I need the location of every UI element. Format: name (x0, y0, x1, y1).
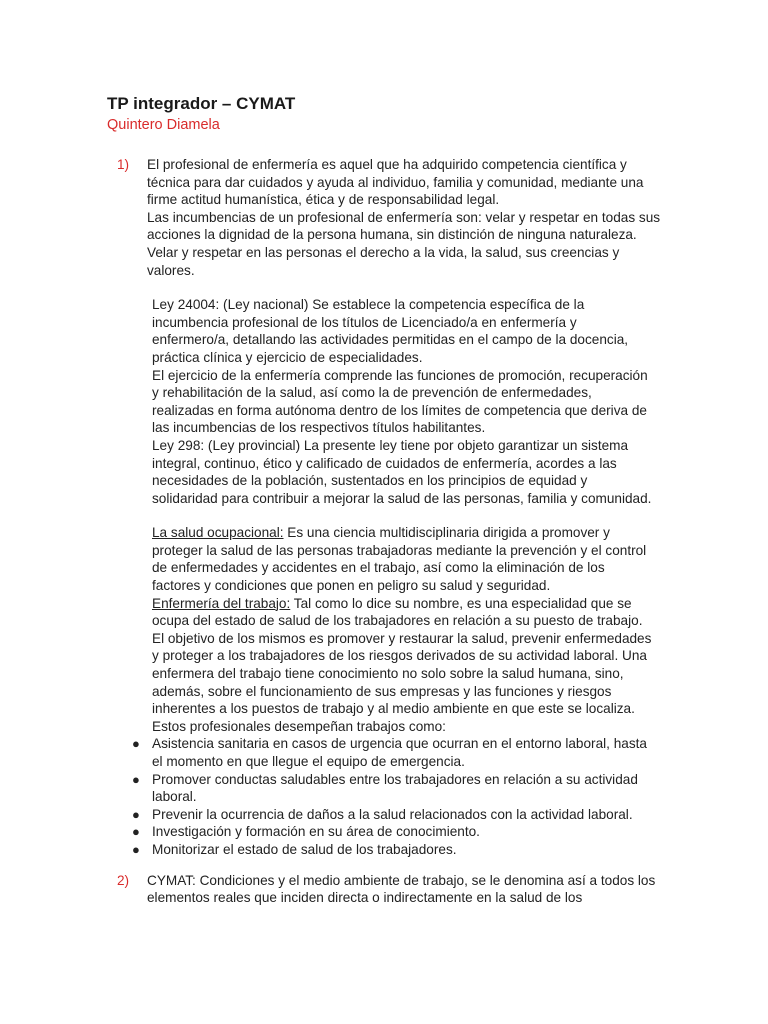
term-definition: Tal como lo dice su nombre, es una especialidad que se (290, 595, 632, 611)
document-title: TP integrador – CYMAT (107, 94, 296, 113)
paragraph-line: realizadas en forma autónoma dentro de los límites de competencia que deriva de (152, 402, 647, 418)
spacer (107, 507, 668, 524)
term-salud-ocupacional: La salud ocupacional: (152, 525, 284, 541)
section-2-number: 2) (117, 872, 130, 888)
paragraph-line: necesidades de la población, sustentados en los principios de equidad y (152, 473, 588, 489)
bullet-icon: ● (132, 736, 140, 752)
bullet-icon: ● (132, 824, 140, 840)
section-1-intro (147, 156, 668, 279)
laws-block (152, 296, 668, 507)
spacer (107, 279, 668, 296)
paragraph-line: proteger la salud de las personas trabajadoras mediante la prevención y el control (152, 542, 647, 558)
list-item-line: Monitorizar el estado de salud de los trabajadores. (152, 841, 457, 857)
occupational-block (152, 524, 668, 735)
list-item-line: Promover conductas saludables entre los trabajadores en relación a su actividad (152, 771, 638, 787)
paragraph-line: Ley 298: (Ley provincial) La presente ley tiene por objeto garantizar un sistema (152, 437, 629, 453)
list-item (132, 771, 668, 806)
list-item (132, 735, 668, 770)
spacer (107, 859, 668, 872)
paragraph-line (152, 595, 668, 613)
bullet-icon: ● (132, 806, 140, 822)
paragraph-line (152, 524, 668, 542)
duties-bullet-list (132, 735, 668, 858)
paragraph-line: y rehabilitación de la salud, así como la de prevención de enfermedades, (152, 385, 592, 401)
paragraph-line: y proteger a los trabajadores de los riesgos derivados de su actividad laboral. Una (152, 648, 647, 664)
paragraph-line: técnica para dar cuidados y ayuda al individuo, familia y comunidad, mediante una (147, 174, 644, 190)
paragraph-line: integral, continuo, ético y calificado de cuidados de enfermería, acordes a las (152, 455, 617, 471)
section-1-number: 1) (117, 157, 130, 172)
list-item-line: Investigación y formación en su área de conocimiento. (152, 824, 480, 840)
paragraph-line: Las incumbencias de un profesional de enfermería son: velar y respetar en todas sus (147, 209, 661, 225)
paragraph-line: inherentes a los puestos de trabajo y al medio ambiente en que este se localiza. (152, 701, 635, 717)
paragraph-line: elementos reales que inciden directa o indirectamente en la salud de los (147, 890, 583, 906)
paragraph-line: Velar y respetar en las personas el derecho a la vida, la salud, sus creencias y (147, 244, 620, 260)
list-item (132, 841, 668, 859)
paragraph-line: práctica clínica y ejercicio de especialidades. (152, 349, 423, 365)
bullet-icon: ● (132, 771, 140, 787)
paragraph-line: CYMAT: Condiciones y el medio ambiente de trabajo, se le denomina así a todos los (147, 872, 656, 888)
paragraph-line: Estos profesionales desempeñan trabajos como: (152, 718, 446, 734)
paragraph-line: acciones la dignidad de la persona humana, sin distinción de ninguna naturaleza. (147, 227, 637, 243)
paragraph-line: las incumbencias de los respectivos títulos habilitantes. (152, 420, 486, 436)
paragraph-line: El objetivo de los mismos es promover y restaurar la salud, prevenir enfermedades (152, 630, 652, 646)
paragraph-line: El profesional de enfermería es aquel que ha adquirido competencia científica y (147, 157, 627, 172)
paragraph-line: solidaridad para contribuir a mejorar la salud de las personas, familia y comunidad. (152, 490, 652, 506)
section-2-body (147, 872, 668, 907)
list-item-text (152, 735, 668, 770)
paragraph-line: enfermera del trabajo tiene conocimiento no solo sobre la salud humana, sino, (152, 666, 624, 682)
section-1 (107, 156, 668, 279)
list-item-text (152, 771, 668, 806)
list-item-text (152, 841, 668, 859)
list-item (132, 806, 668, 824)
list-item-line: laboral. (152, 789, 197, 805)
paragraph-line: incumbencia profesional de los títulos de Licenciado/a en enfermería y (152, 314, 577, 330)
paragraph-line: Ley 24004: (Ley nacional) Se establece la competencia específica de la (152, 297, 585, 313)
paragraph-line: ocupa del estado de salud de los trabajadores en relación a su puesto de trabajo. (152, 613, 643, 629)
paragraph-line: además, sobre el funcionamiento de sus empresas y las funciones y riesgos (152, 683, 612, 699)
term-enfermeria-trabajo: Enfermería del trabajo: (152, 595, 291, 611)
bullet-icon: ● (132, 841, 140, 857)
term-definition: Es una ciencia multidisciplinaria dirigida a promover y (283, 525, 610, 541)
paragraph-line: valores. (147, 262, 195, 278)
section-2 (107, 872, 668, 907)
paragraph-line: factores y condiciones que ponen en peligro su salud y seguridad. (152, 578, 551, 594)
paragraph-line: firme actitud humanística, ética y de responsabilidad legal. (147, 192, 500, 208)
list-item-text (152, 823, 668, 841)
list-item-line: Prevenir la ocurrencia de daños a la salud relacionados con la actividad laboral. (152, 806, 633, 822)
author-name: Quintero Diamela (107, 117, 220, 133)
list-item-text (152, 806, 668, 824)
list-item (132, 823, 668, 841)
paragraph-line: de enfermedades y accidentes en el trabajo, así como la eliminación de los (152, 560, 605, 576)
paragraph-line: El ejercicio de la enfermería comprende las funciones de promoción, recuperación (152, 367, 648, 383)
list-item-line: el momento en que llegue el equipo de emergencia. (152, 754, 465, 769)
list-item-line: Asistencia sanitaria en casos de urgencia que ocurran en el entorno laboral, hasta (152, 736, 647, 752)
paragraph-line: enfermero/a, detallando las actividades permitidas en el campo de la docencia, (152, 332, 629, 348)
section-1-body (147, 156, 668, 279)
